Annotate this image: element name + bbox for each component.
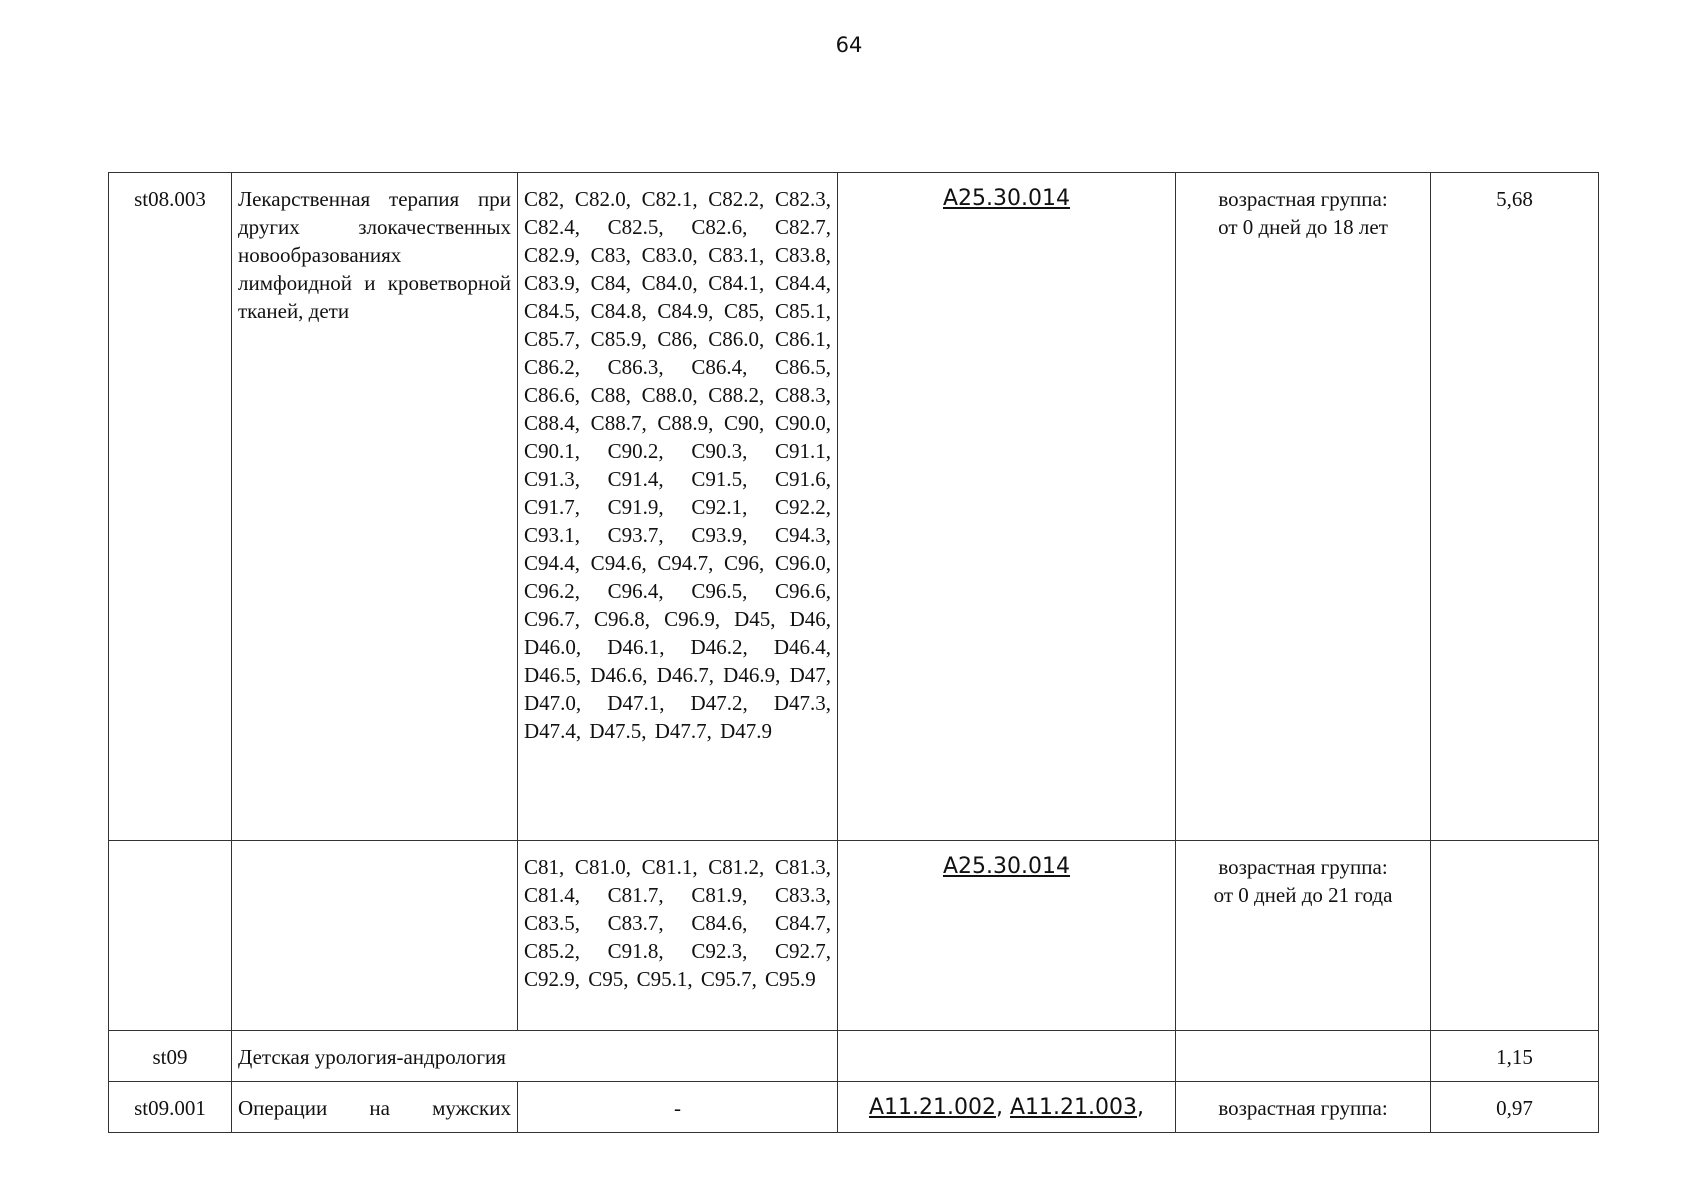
criteria-line: возрастная группа: <box>1218 187 1388 211</box>
row-name <box>232 841 518 1031</box>
criteria-line: от 0 дней до 21 года <box>1213 883 1393 907</box>
service-code-link[interactable]: A25.30.014 <box>942 186 1070 211</box>
row-code: st09 <box>109 1031 232 1082</box>
page-number: 64 <box>835 33 863 57</box>
row-criteria <box>1176 1031 1431 1082</box>
row-code: st09.001 <box>109 1082 232 1133</box>
service-code-link[interactable]: A11.21.003 <box>1010 1095 1138 1120</box>
separator: , <box>1137 1095 1145 1120</box>
row-services <box>838 1031 1176 1082</box>
row-icd-codes <box>518 841 838 1031</box>
row-criteria <box>1176 1082 1431 1133</box>
row-services <box>838 841 1176 1031</box>
row-coefficient: 5,68 <box>1431 173 1599 841</box>
separator: , <box>996 1095 1010 1120</box>
icd-codes-text: C81, C81.0, C81.1, C81.2, C81.3, C81.4, C81.7, C81.9, C83.3, C83.5, C83.7, C84.6, C84.7, C85.2, C91.8, C92.3, C92.7, C92.9, C95, C95.1, C95.7, C95.9 <box>524 855 831 991</box>
row-criteria <box>1176 173 1431 841</box>
row-code: st08.003 <box>109 173 232 841</box>
row-coefficient <box>1431 841 1599 1031</box>
service-code-link[interactable]: A25.30.014 <box>942 854 1070 879</box>
row-services <box>838 1082 1176 1133</box>
criteria-line: возрастная группа: <box>1218 855 1388 879</box>
icd-codes-text: C82, C82.0, C82.1, C82.2, C82.3, C82.4, C82.5, C82.6, C82.7, C82.9, C83, C83.0, C83.1, C83.8, C83.9, C84, C84.0, C84.1, C84.4, C84.5, C84.8, C84.9, C85, C85.1, C85.7, C85.9, C86, C86.0, C86.1, C86.2, C86.3, C86.4, C86.5, C86.6, C88, C88.0, C88.2, C88.3, C88.4, C88.7, C88.9, C90, C90.0, C90.1, C90.2, C90.3, C91.1, C91.3, C91.4, C91.5, C91.6, C91.7, C91.9, C92.1, C92.2, C93.1, C93.7, C93.9, C94.3, C94.4, C94.6, C94.7, C96, C96.0, C96.2, C96.4, C96.5, C96.6, C96.7, C96.8, C96.9, D45, D46, D46.0, D46.1, D46.2, D46.4, D46.5, D46.6, D46.7, D46.9, D47, D47.0, D47.1, D47.2, D47.3, D47.4, D47.5, D47.7, D47.9 <box>524 187 831 743</box>
row-criteria <box>1176 841 1431 1031</box>
row-coefficient: 0,97 <box>1431 1082 1599 1133</box>
criteria-line: возрастная группа: <box>1218 1096 1388 1120</box>
row-services <box>838 173 1176 841</box>
table-row <box>109 173 1599 841</box>
criteria-line: от 0 дней до 18 лет <box>1218 215 1388 239</box>
row-name: Лекарственная терапия при других злокачественных новообразованиях лимфоидной и кроветворной тканей, дети <box>232 173 518 841</box>
tariff-table <box>108 172 1599 1133</box>
row-name: Операции на мужских <box>232 1082 518 1133</box>
row-icd-codes: - <box>518 1082 838 1133</box>
row-coefficient: 1,15 <box>1431 1031 1599 1082</box>
row-icd-codes <box>518 173 838 841</box>
table-row <box>109 841 1599 1031</box>
row-code <box>109 841 232 1031</box>
table-row <box>109 1031 1599 1082</box>
service-code-link[interactable]: A11.21.002 <box>868 1095 996 1120</box>
table-row <box>109 1082 1599 1133</box>
row-name: Детская урология-андрология <box>232 1031 838 1082</box>
